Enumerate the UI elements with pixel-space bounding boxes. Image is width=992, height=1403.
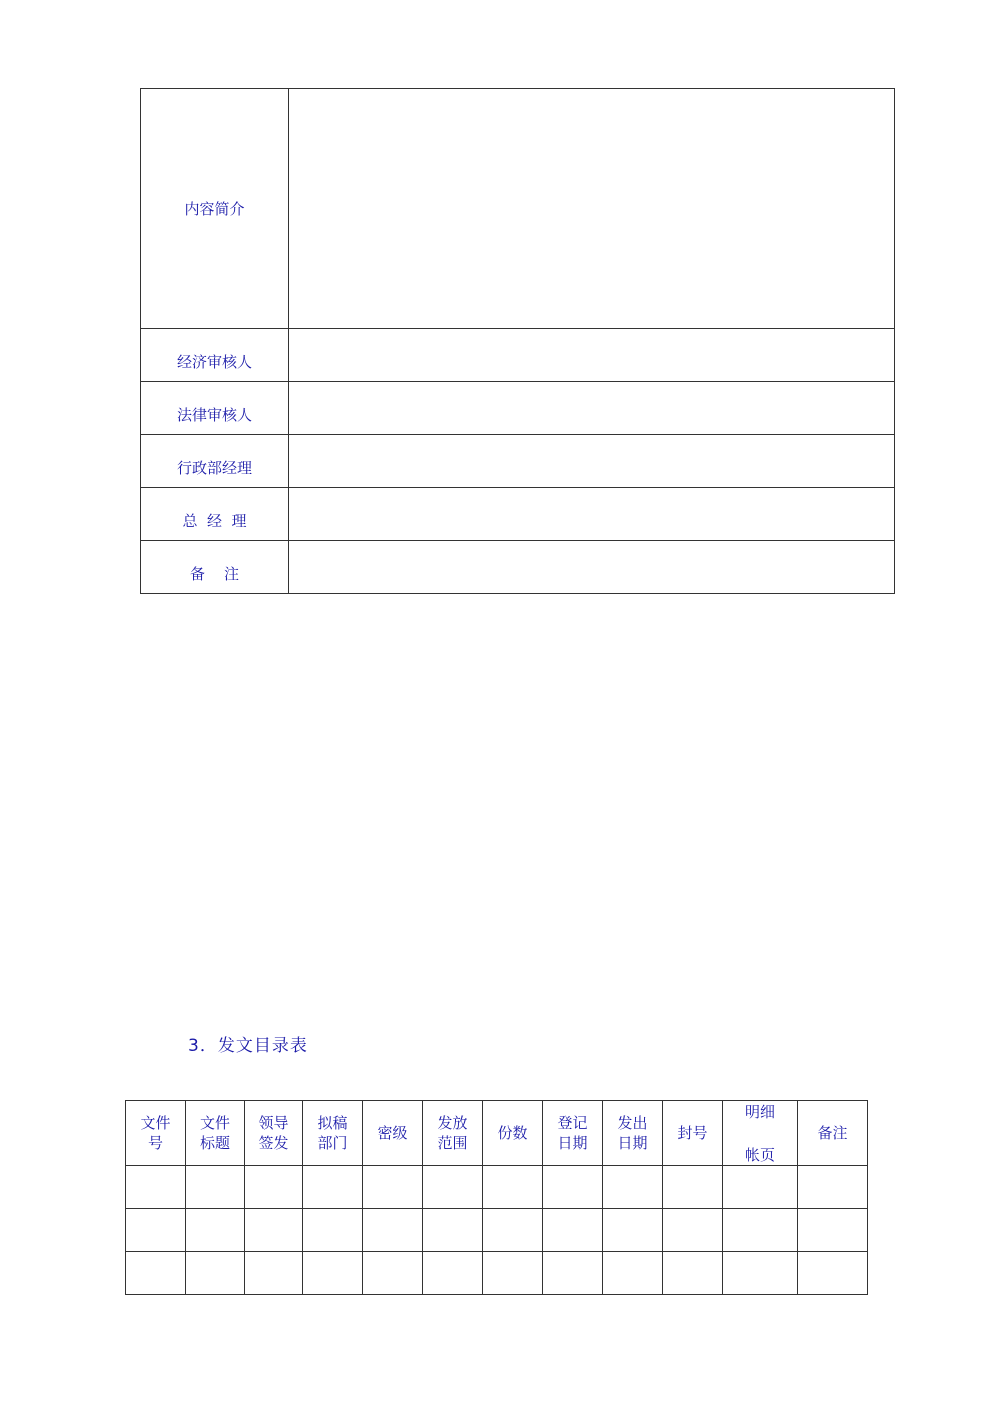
table-cell[interactable] bbox=[798, 1252, 868, 1295]
table-cell[interactable] bbox=[126, 1209, 186, 1252]
table-cell[interactable] bbox=[423, 1166, 483, 1209]
header-seal-number: 封号 bbox=[663, 1101, 723, 1166]
form-row bbox=[141, 541, 895, 594]
table-cell[interactable] bbox=[423, 1252, 483, 1295]
header-doc-number: 文件 号 bbox=[126, 1101, 186, 1166]
approval-form-table bbox=[140, 88, 895, 594]
form-value-economic-reviewer[interactable] bbox=[289, 329, 895, 382]
form-value-remarks[interactable] bbox=[289, 541, 895, 594]
header-ledger-page: 明细 帐页 bbox=[723, 1101, 798, 1166]
table-cell[interactable] bbox=[798, 1166, 868, 1209]
table-cell[interactable] bbox=[603, 1209, 663, 1252]
table-row bbox=[126, 1252, 868, 1295]
form-row bbox=[141, 488, 895, 541]
header-security-level: 密级 bbox=[363, 1101, 423, 1166]
form-label-legal-reviewer: 法律审核人 bbox=[141, 382, 289, 435]
table-cell[interactable] bbox=[423, 1209, 483, 1252]
table-cell[interactable] bbox=[245, 1166, 303, 1209]
table-row bbox=[126, 1166, 868, 1209]
table-header-row bbox=[126, 1101, 868, 1166]
table-cell[interactable] bbox=[483, 1166, 543, 1209]
form-label-economic-reviewer: 经济审核人 bbox=[141, 329, 289, 382]
form-value-summary[interactable] bbox=[289, 89, 895, 329]
table-cell[interactable] bbox=[723, 1209, 798, 1252]
table-cell[interactable] bbox=[663, 1252, 723, 1295]
table-cell[interactable] bbox=[186, 1209, 245, 1252]
form-value-admin-manager[interactable] bbox=[289, 435, 895, 488]
header-leader-sign: 领导 签发 bbox=[245, 1101, 303, 1166]
table-cell[interactable] bbox=[303, 1166, 363, 1209]
table-cell[interactable] bbox=[186, 1166, 245, 1209]
table-cell[interactable] bbox=[603, 1166, 663, 1209]
table-cell[interactable] bbox=[483, 1209, 543, 1252]
form-value-general-manager[interactable] bbox=[289, 488, 895, 541]
table-cell[interactable] bbox=[543, 1166, 603, 1209]
table-cell[interactable] bbox=[723, 1252, 798, 1295]
header-issue-date: 发出 日期 bbox=[603, 1101, 663, 1166]
form-row bbox=[141, 435, 895, 488]
table-cell[interactable] bbox=[798, 1209, 868, 1252]
header-draft-dept: 拟稿 部门 bbox=[303, 1101, 363, 1166]
table-cell[interactable] bbox=[126, 1252, 186, 1295]
table-row bbox=[126, 1209, 868, 1252]
dispatch-catalog-table bbox=[125, 1100, 868, 1295]
table-cell[interactable] bbox=[663, 1209, 723, 1252]
table-cell[interactable] bbox=[126, 1166, 186, 1209]
table-cell[interactable] bbox=[245, 1252, 303, 1295]
table-cell[interactable] bbox=[603, 1252, 663, 1295]
table-cell[interactable] bbox=[483, 1252, 543, 1295]
table-cell[interactable] bbox=[543, 1209, 603, 1252]
table-cell[interactable] bbox=[303, 1209, 363, 1252]
table-cell[interactable] bbox=[363, 1252, 423, 1295]
form-label-summary: 内容简介 bbox=[141, 89, 289, 329]
header-distribution-scope: 发放 范围 bbox=[423, 1101, 483, 1166]
form-row bbox=[141, 329, 895, 382]
form-row bbox=[141, 89, 895, 329]
form-row bbox=[141, 382, 895, 435]
section-heading: 3．发文目录表 bbox=[188, 1036, 308, 1056]
header-copies: 份数 bbox=[483, 1101, 543, 1166]
table-cell[interactable] bbox=[363, 1209, 423, 1252]
form-label-admin-manager: 行政部经理 bbox=[141, 435, 289, 488]
table-cell[interactable] bbox=[245, 1209, 303, 1252]
table-cell[interactable] bbox=[723, 1166, 798, 1209]
header-doc-title: 文件 标题 bbox=[186, 1101, 245, 1166]
table-cell[interactable] bbox=[663, 1166, 723, 1209]
table-cell[interactable] bbox=[186, 1252, 245, 1295]
header-remarks: 备注 bbox=[798, 1101, 868, 1166]
form-label-general-manager: 总 经 理 bbox=[141, 488, 289, 541]
table-cell[interactable] bbox=[303, 1252, 363, 1295]
header-register-date: 登记 日期 bbox=[543, 1101, 603, 1166]
table-cell[interactable] bbox=[363, 1166, 423, 1209]
table-cell[interactable] bbox=[543, 1252, 603, 1295]
form-label-remarks: 备 注 bbox=[141, 541, 289, 594]
form-value-legal-reviewer[interactable] bbox=[289, 382, 895, 435]
